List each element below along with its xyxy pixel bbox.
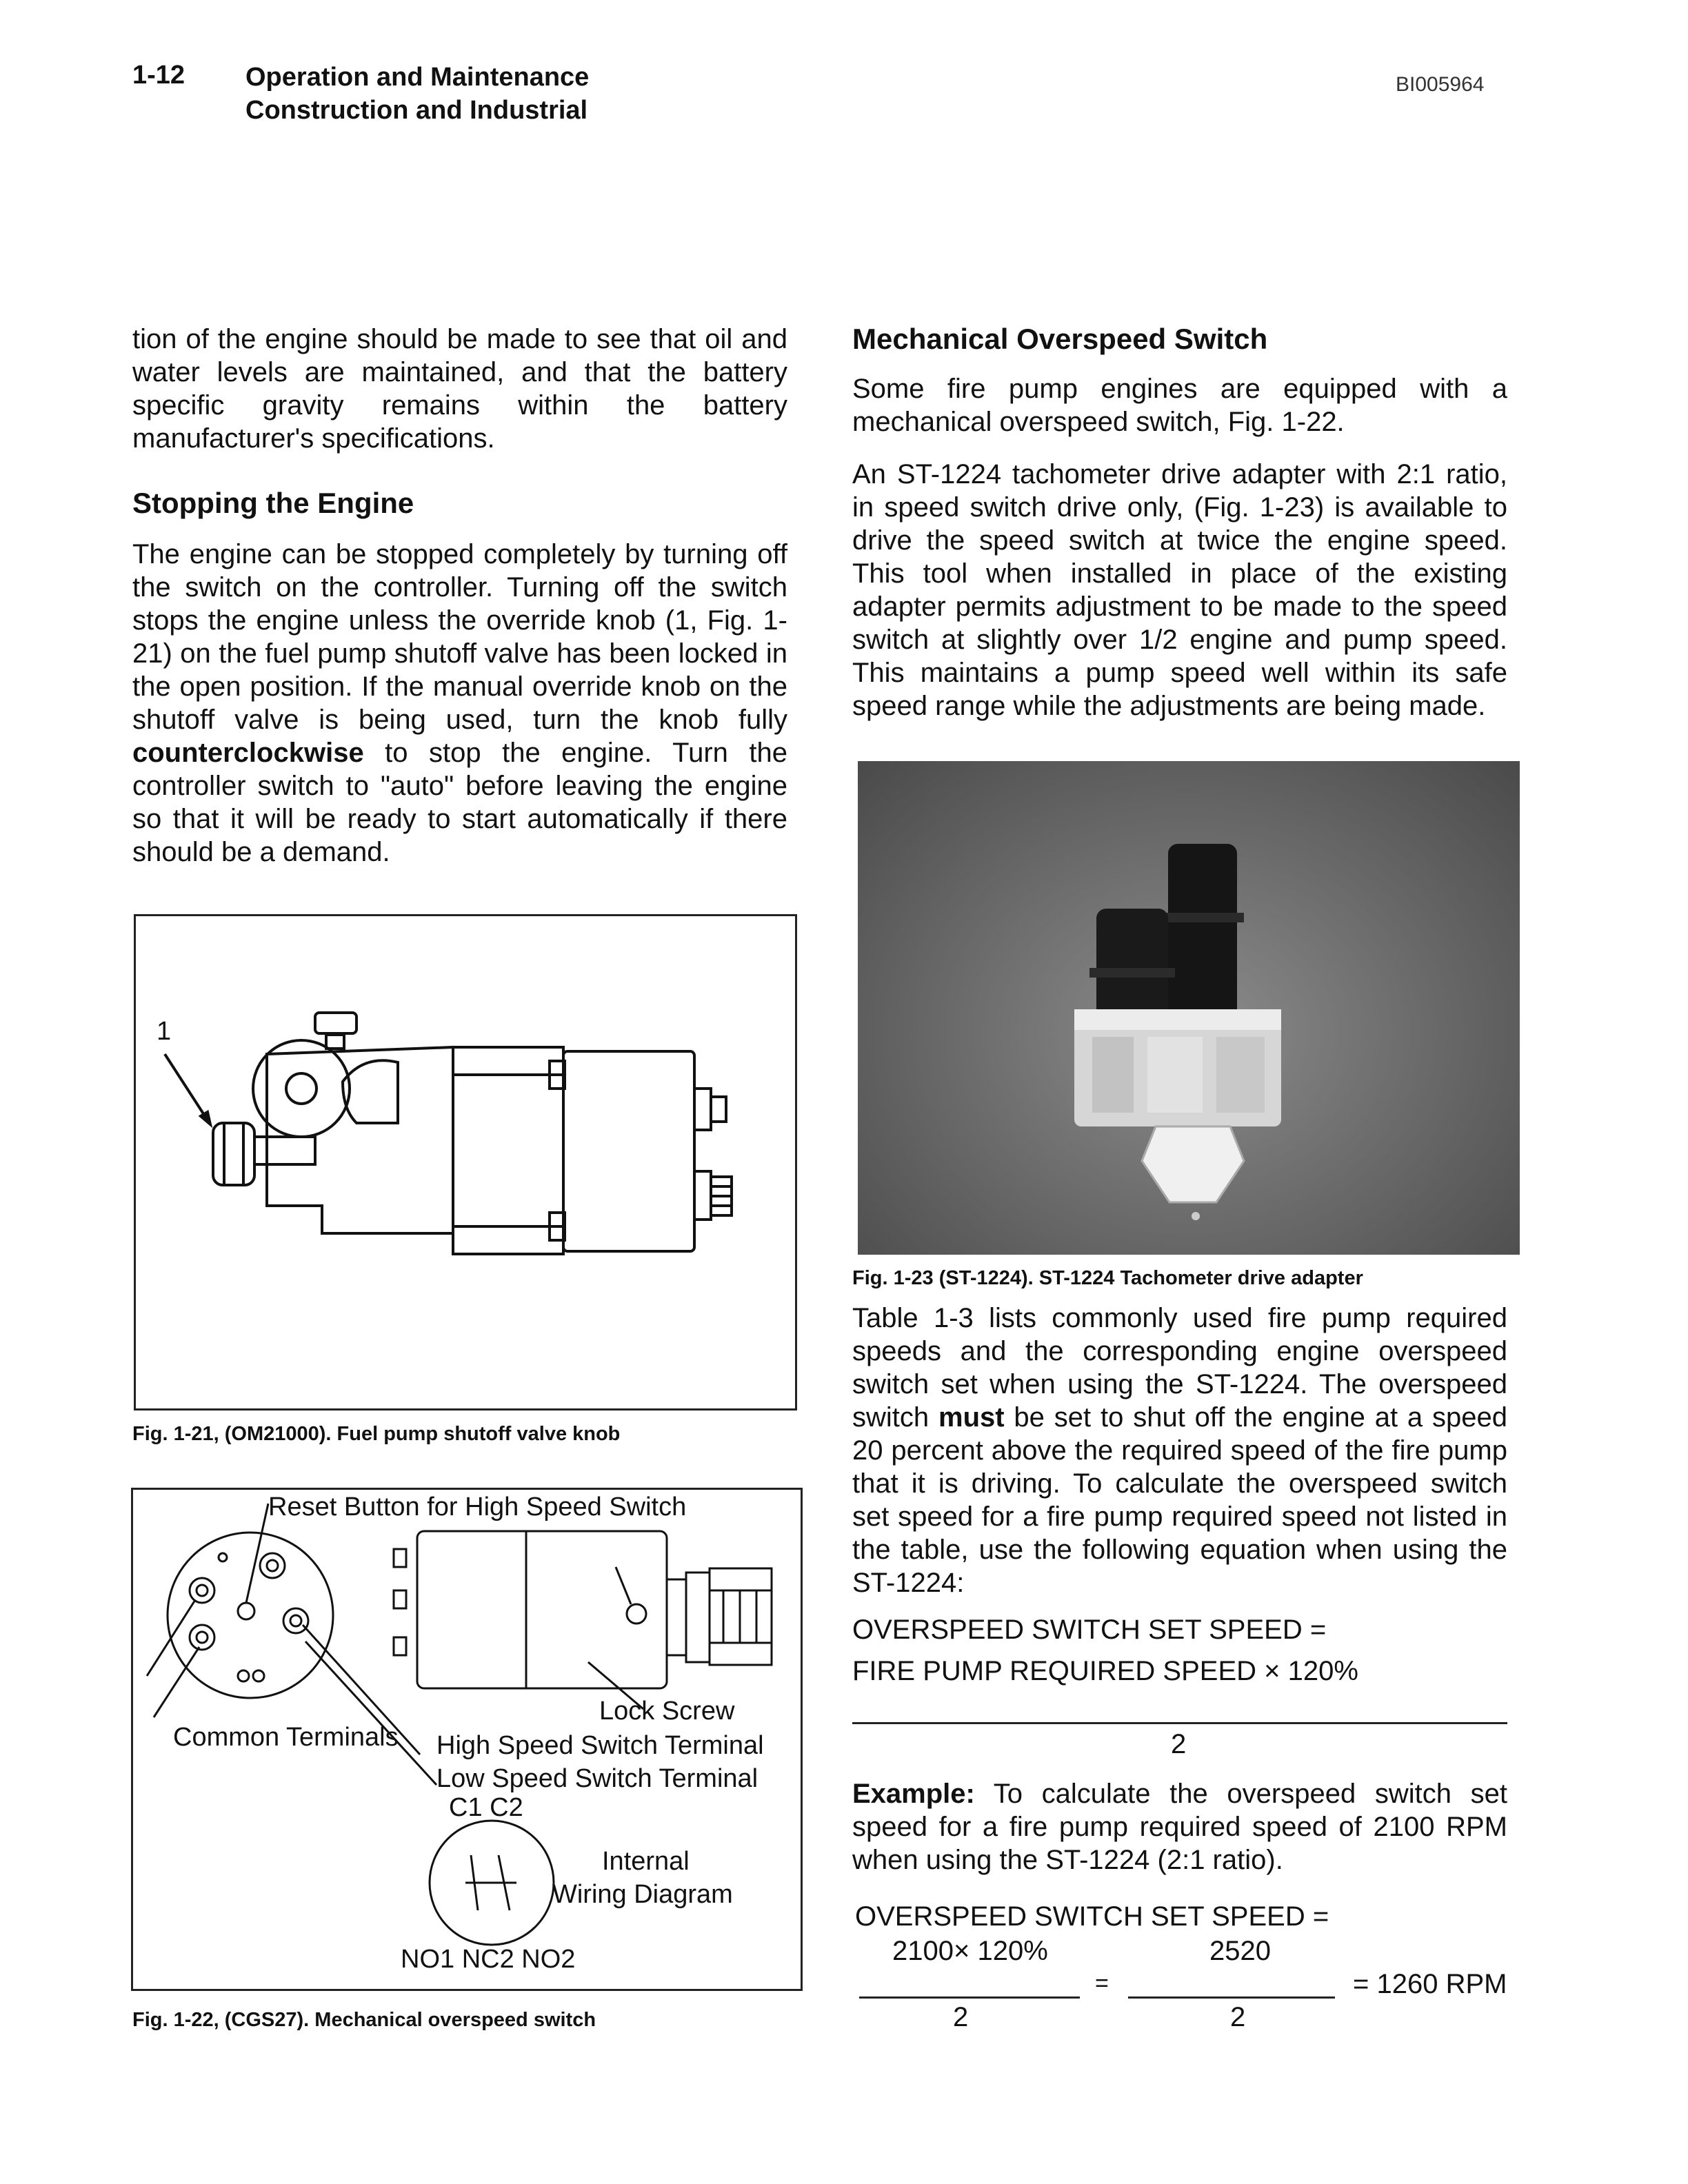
label-c1-c2: C1 C2: [449, 1793, 523, 1822]
intro-text: tion of the engine should be made to see that oil and water levels are maintained, and that the battery specific gravity remains within the battery manufacturer's specifications.: [132, 324, 787, 454]
label-no1-nc2-no2: NO1 NC2 NO2: [401, 1945, 576, 1974]
formula-denominator: 2: [1171, 1729, 1187, 1759]
stopping-paragraph: [132, 538, 787, 869]
para3-text-before: Table 1-3 lists commonly used fire pump required speeds and the corresponding engine overspeed switch set when using the ST-1224. The overspeed switch: [852, 1303, 1507, 1433]
override-knob: [213, 1123, 254, 1185]
switch-housing: [417, 1531, 667, 1688]
fig-1-22-frame: [131, 1488, 803, 1991]
para3-text-after: be set to shut off the engine at a speed 20 percent above the required speed of the fire pump that it is driving. To calculate the overspeed switch set speed for a fire pump required speed not listed in the table, use the following equation when using the ST-1224:: [852, 1402, 1508, 1598]
mechanical-overspeed-heading: Mechanical Overspeed Switch: [852, 323, 1268, 355]
page-number: 1-12: [132, 61, 185, 90]
tachometer-adapter-photo: [858, 761, 1520, 1255]
callout-number: 1: [157, 1017, 172, 1046]
end-plate: [168, 1533, 333, 1698]
example-text: To calculate the overspeed switch set speed for a fire pump required speed of 2100 RPM when using the ST-1224 (2:1 ratio).: [852, 1779, 1507, 1875]
reset-button: [238, 1603, 254, 1619]
calc-equals-1: =: [1095, 1970, 1109, 1996]
stopping-text-after: to stop the engine. Turn the controller switch to "auto" before leaving the engine so that it will be ready to start automatically if there should be a demand.: [132, 738, 787, 867]
mech-para2-text: An ST-1224 tachometer drive adapter with 2:1 ratio, in speed switch drive only, (Fig. 1-23) is available to drive the speed switch at twice the engine speed. This tool when installed in place of the existing adapter permits adjustment to be made to the speed switch at slightly over 1/2 engine and pump speed. This maintains a pump speed well within its safe speed range while the adjustments are being made.: [852, 459, 1507, 721]
header-title-line2: Construction and Industrial: [245, 96, 588, 125]
fig-1-23-photo: [858, 761, 1520, 1255]
top-cap: [315, 1013, 356, 1033]
label-low-speed-terminal: Low Speed Switch Terminal: [436, 1764, 758, 1793]
stopping-engine-heading: Stopping the Engine: [132, 487, 414, 519]
intro-paragraph: [132, 323, 787, 455]
mech-para1-text: Some fire pump engines are equipped with a mechanical overspeed switch, Fig. 1-22.: [852, 374, 1507, 437]
calc-fraction-bar-1: [859, 1996, 1080, 1999]
header-title-line1: Operation and Maintenance: [245, 63, 590, 92]
fig-1-23-caption: Fig. 1-23 (ST-1224). ST-1224 Tachometer drive adapter: [852, 1267, 1363, 1289]
para3-text-bold: must: [938, 1402, 1005, 1433]
stopping-text-bold: counterclockwise: [132, 738, 364, 768]
page-header-title: [245, 61, 589, 127]
fig-1-21-caption: Fig. 1-21, (OM21000). Fuel pump shutoff valve knob: [132, 1423, 621, 1445]
calc-line-1: OVERSPEED SWITCH SET SPEED =: [855, 1901, 1329, 1932]
calc-result: = 1260 RPM: [1353, 1969, 1507, 1999]
example-label: Example:: [852, 1779, 975, 1809]
fig-1-22-caption: Fig. 1-22, (CGS27). Mechanical overspeed switch: [132, 2009, 596, 2031]
solenoid-cap: [563, 1051, 694, 1251]
calc-numerator-1: 2100× 120%: [892, 1936, 1048, 1966]
formula-line-2: FIRE PUMP REQUIRED SPEED × 120%: [852, 1656, 1358, 1686]
label-wiring-diagram: Wiring Diagram: [552, 1880, 733, 1909]
label-lock-screw: Lock Screw: [599, 1697, 735, 1726]
stopping-text-before: The engine can be stopped completely by turning off the switch on the controller. Turning off the switch stops the engine unless the override knob (1, Fig. 1-21) on the fuel pump shutoff valve has been locked in the open position. If the manual override knob on the shutoff valve is being used, turn the knob fully: [132, 539, 787, 735]
document-code: BI005964: [1396, 73, 1485, 96]
calc-denominator-1: 2: [953, 2002, 969, 2032]
formula-line-1: OVERSPEED SWITCH SET SPEED =: [852, 1615, 1327, 1645]
label-reset-button: Reset Button for High Speed Switch: [268, 1493, 687, 1521]
fuel-pump-shutoff-valve-drawing: [136, 916, 795, 1408]
mech-paragraph-1: [852, 372, 1507, 438]
solenoid-body: [453, 1047, 563, 1254]
example-paragraph: [852, 1777, 1507, 1877]
mech-paragraph-3: [852, 1302, 1507, 1599]
label-high-speed-terminal: High Speed Switch Terminal: [436, 1731, 764, 1760]
lock-screw: [627, 1604, 646, 1624]
mech-paragraph-2: [852, 458, 1507, 722]
fig-1-21-frame: [134, 914, 797, 1410]
label-common-terminals: Common Terminals: [173, 1723, 399, 1752]
calc-numerator-2: 2520: [1209, 1936, 1271, 1966]
label-internal: Internal: [602, 1847, 690, 1876]
formula-fraction-bar: [852, 1722, 1507, 1724]
calc-fraction-bar-2: [1128, 1996, 1335, 1999]
calc-denominator-2: 2: [1230, 2002, 1246, 2032]
